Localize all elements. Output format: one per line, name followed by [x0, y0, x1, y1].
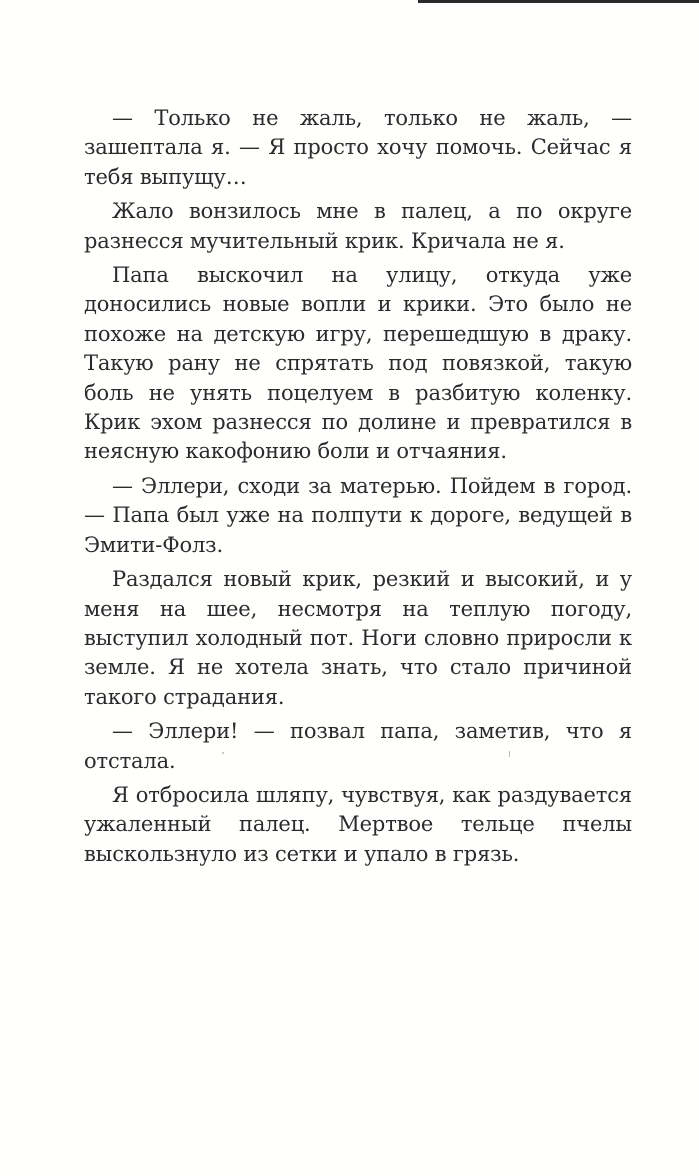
paragraph-6: — Эллери! — позвал папа, заметив, что я отстала.: [84, 719, 632, 773]
page-top-edge: [418, 0, 699, 3]
paper-speck: [222, 752, 224, 754]
page-text: [84, 104, 632, 874]
paragraph-5: Раздался новый крик, резкий и высокий, и у меня на шее, несмотря на теплую погоду, выступил холодный пот. Ноги словно приросли к земле. Я не хотела знать, что стало причиной такого страдания.: [84, 567, 632, 709]
paper-speck: [509, 751, 510, 757]
paragraph-7: Я отбросила шляпу, чувствуя, как раздувается ужаленный палец. Мертвое тельце пчелы выскользнуло из сетки и упало в грязь.: [84, 782, 632, 866]
paragraph-1: — Только не жаль, только не жаль, — зашептала я. — Я просто хочу помочь. Сейчас я тебя выпущу…: [84, 106, 632, 189]
paragraph-4: — Эллери, сходи за матерью. Пойдем в город. — Папа был уже на полпути к дороге, ведущей в Эмити-Фолз.: [84, 473, 632, 557]
paragraph-2: Жало вонзилось мне в палец, а по округе разнесся мучительный крик. Кричала не я.: [84, 199, 632, 253]
paragraph-3: Папа выскочил на улицу, откуда уже доносились новые вопли и крики. Это было не похоже на детскую игру, перешедшую в драку. Такую рану не спрятать под повязкой, такую боль не унять поцелуем в разбитую коленку. Крик эхом разнесся по долине и превратился в неясную какофонию боли и отчаяния.: [84, 263, 632, 464]
